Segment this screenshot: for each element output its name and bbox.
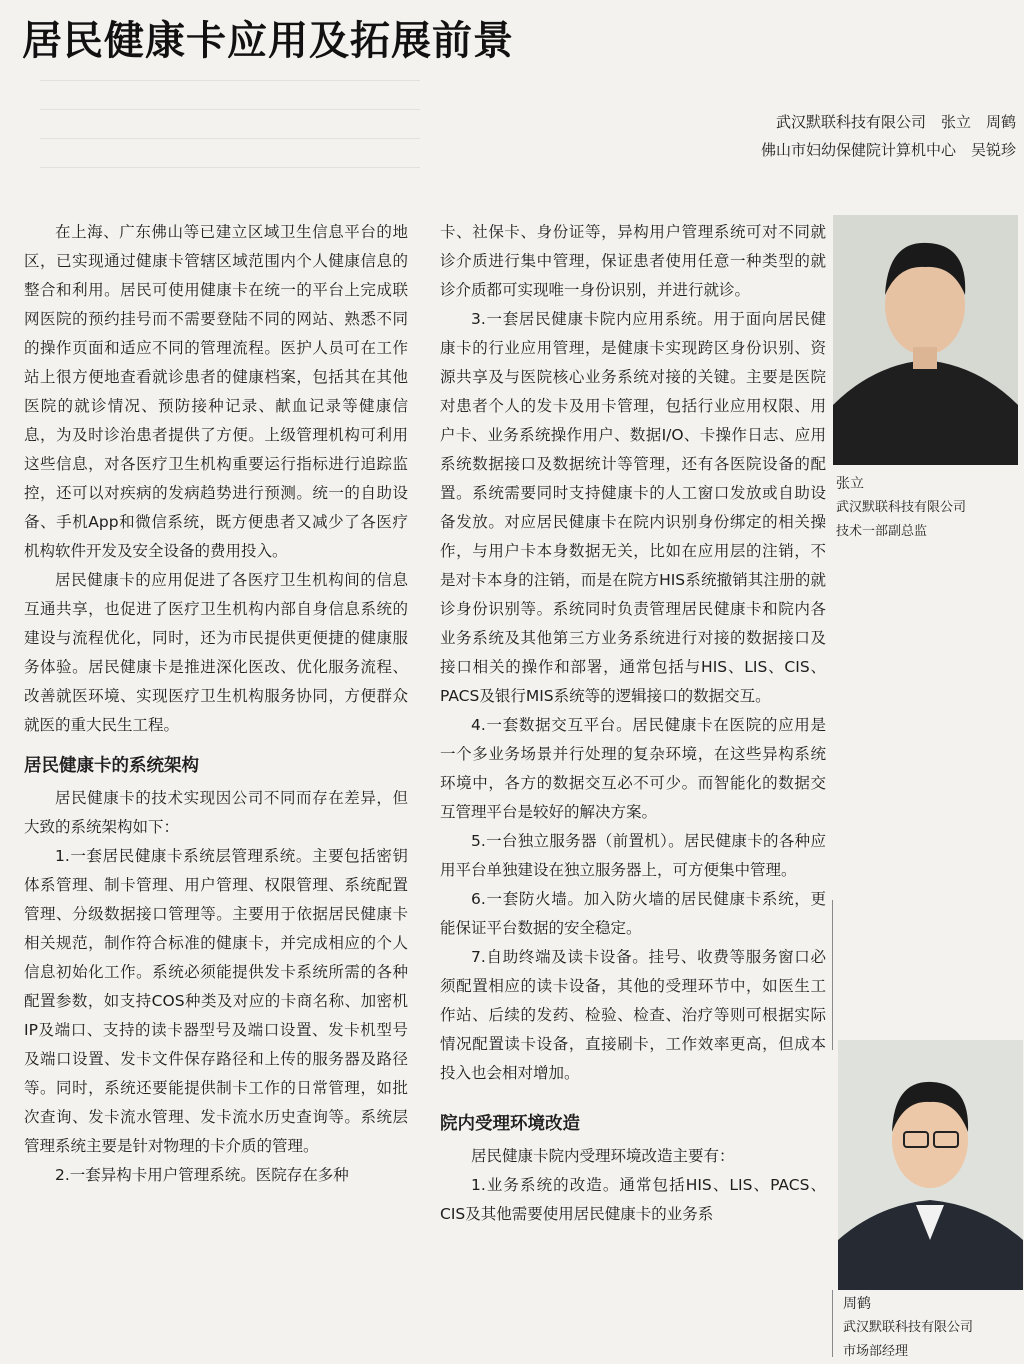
author-name: 周鹤 — [843, 1296, 871, 1312]
body-paragraph: 卡、社保卡、身份证等，异构用户管理系统可对不同就诊介质进行集中管理，保证患者使用任意一种类型的就诊介质都可实现唯一身份识别，并进行就诊。 — [440, 223, 826, 299]
body-paragraph: 3.一套居民健康卡院内应用系统。用于面向居民健康卡的行业应用管理，是健康卡实现跨区身份识别、资源共享及与医院核心业务系统对接的关键。主要是医院对患者个人的发卡及用卡管理，包括行业应用权限、用户卡、业务系统操作用户、数据I/O、卡操作日志、应用系统数据接口及数据统计等管理，还有各医院设备的配置。系统需要同时支持健康卡的人工窗口发放或自助设备发放。对应居民健康卡在院内识别身份绑定的相关操作，与用户卡本身数据无关，比如在应用层的注销，不是对卡本身的注销，而是在院方HIS系统撤销其注册的就诊身份识别等。系统同时负责管理居民健康卡和院内各业务系统及其他第三方业务系统进行对接的数据接口及接口相关的操作和部署，通常包括与HIS、LIS、CIS、PACS及银行MIS系统等的逻辑接口的数据交互。 — [440, 310, 826, 705]
author-company: 武汉默联科技有限公司 — [843, 1320, 974, 1335]
author-photo — [833, 215, 1018, 465]
author-company: 武汉默联科技有限公司 — [836, 500, 967, 515]
portrait-icon — [833, 215, 1018, 465]
portrait-icon — [838, 1040, 1023, 1290]
body-paragraph: 居民健康卡的技术实现因公司不同而存在差异，但大致的系统架构如下： — [24, 789, 408, 836]
author-credits — [761, 108, 1016, 164]
author-photo — [838, 1040, 1023, 1290]
section-heading: 居民健康卡的系统架构 — [24, 756, 199, 776]
left-column — [24, 218, 408, 1190]
body-paragraph: 1.业务系统的改造。通常包括HIS、LIS、PACS、CIS及其他需要使用居民健康卡的业务系 — [440, 1176, 826, 1223]
body-paragraph: 6.一套防火墙。加入防火墙的居民健康卡系统，更能保证平台数据的安全稳定。 — [440, 890, 826, 937]
body-paragraph: 居民健康卡的应用促进了各医疗卫生机构间的信息互通共享，也促进了医疗卫生机构内部自身信息系统的建设与流程优化，同时，还为市民提供更便捷的健康服务体验。居民健康卡是推进深化医改、优化服务流程、改善就医环境、实现医疗卫生机构服务协同，方便群众就医的重大民生工程。 — [24, 571, 408, 734]
bleed-through-texture — [40, 70, 420, 210]
section-heading: 院内受理环境改造 — [440, 1114, 580, 1134]
body-paragraph: 4.一套数据交互平台。居民健康卡在医院的应用是一个多业务场景并行处理的复杂环境，在这些异构系统环境中，各方的数据交互必不可少。而智能化的数据交互管理平台是较好的解决方案。 — [440, 716, 826, 821]
author-name: 张立 — [836, 476, 864, 492]
column-divider — [832, 1290, 833, 1357]
body-paragraph: 居民健康卡院内受理环境改造主要有： — [471, 1147, 735, 1165]
author-line: 武汉默联科技有限公司 张立 周鹤 — [775, 113, 1016, 131]
body-paragraph: 在上海、广东佛山等已建立区域卫生信息平台的地区，已实现通过健康卡管辖区域范围内个人健康信息的整合和利用。居民可使用健康卡在统一的平台上完成联网医院的预约挂号而不需要登陆不同的网站、熟悉不同的操作页面和适应不同的管理流程。医护人员可在工作站上很方便地查看就诊患者的健康档案，包括其在其他医院的就诊情况、预防接种记录、献血记录等健康信息，为及时诊治患者提供了方便。上级管理机构可利用这些信息，对各医疗卫生机构重要运行指标进行追踪监控，还可以对疾病的发病趋势进行预测。统一的自助设备、手机App和微信系统，既方便患者又减少了各医疗机构软件开发及安全设备的费用投入。 — [24, 223, 408, 560]
body-paragraph: 1.一套居民健康卡系统层管理系统。主要包括密钥体系管理、制卡管理、用户管理、权限管理、系统配置管理、分级数据接口管理等。主要用于依据居民健康卡相关规范，制作符合标准的健康卡，并完成相应的个人信息初始化工作。系统必须能提供发卡系统所需的各种配置参数，如支持COS种类及对应的卡商名称、加密机IP及端口、支持的读卡器型号及端口设置、发卡机型号及端口设置、发卡文件保存路径和上传的服务器及路径等。同时，系统还要能提供制卡工作的日常管理，如批次查询、发卡流水管理、发卡流水历史查询等。系统层管理系统主要是针对物理的卡介质的管理。 — [24, 847, 408, 1155]
column-divider — [832, 900, 833, 1050]
article-title: 居民健康卡应用及拓展前景 — [22, 18, 514, 64]
body-paragraph: 2.一套异构卡用户管理系统。医院存在多种 — [55, 1166, 349, 1184]
body-paragraph: 5.一台独立服务器（前置机）。居民健康卡的各种应用平台单独建设在独立服务器上，可方便集中管理。 — [440, 832, 826, 879]
body-paragraph: 7.自助终端及读卡设备。挂号、收费等服务窗口必须配置相应的读卡设备，其他的受理环节中，如医生工作站、后续的发药、检验、检查、治疗等则可根据实际情况配置读卡设备，直接刷卡，工作效率更高，但成本投入也会相对增加。 — [440, 948, 826, 1082]
author-caption — [836, 472, 966, 544]
author-line: 佛山市妇幼保健院计算机中心 吴锐珍 — [760, 141, 1016, 159]
author-caption — [843, 1292, 973, 1364]
author-position: 技术一部副总监 — [836, 524, 928, 539]
author-position: 市场部经理 — [843, 1344, 909, 1359]
middle-column — [440, 218, 826, 1229]
